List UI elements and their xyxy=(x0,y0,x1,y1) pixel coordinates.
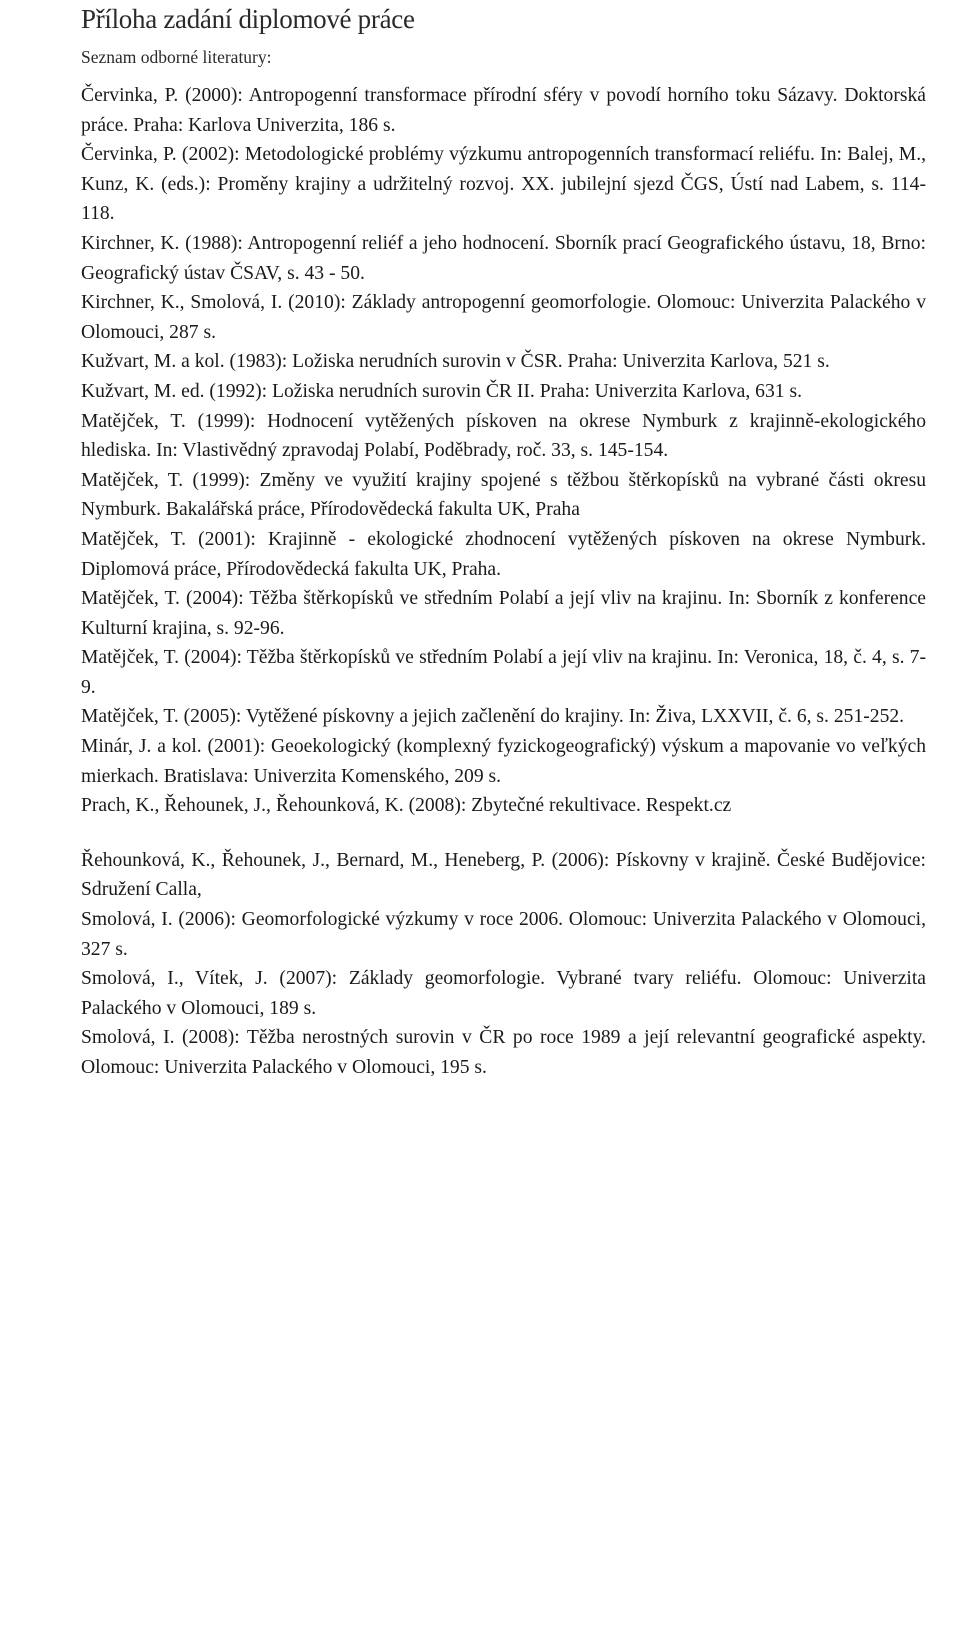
reference-item: Matějček, T. (1999): Hodnocení vytěžených pískoven na okrese Nymburk z krajinně-ekologického hlediska. In: Vlastivědný zpravodaj Polabí, Poděbrady, roč. 33, s. 145-154. xyxy=(81,410,926,462)
reference-item: Matějček, T. (2001): Krajinně - ekologické zhodnocení vytěžených pískoven na okrese Nymburk. Diplomová práce, Přírodovědecká fakulta UK, Praha. xyxy=(81,528,926,580)
reference-item: Prach, K., Řehounek, J., Řehounková, K. (2008): Zbytečné rekultivace. Respekt.cz xyxy=(81,795,732,817)
reference-item: Matějček, T. (2004): Těžba štěrkopísků ve středním Polabí a její vliv na krajinu. In: Veronica, 18, č. 4, s. 7-9. xyxy=(81,647,926,698)
reference-item: Kužvart, M. a kol. (1983): Ložiska nerudních surovin v ČSR. Praha: Univerzita Karlova, 521 s. xyxy=(81,351,830,373)
reference-item: Smolová, I. (2006): Geomorfologické výzkumy v roce 2006. Olomouc: Univerzita Palackého v Olomouci, 327 s. xyxy=(81,909,926,960)
reference-item: Červinka, P. (2000): Antropogenní transformace přírodní sféry v povodí horního toku Sázavy. Doktorská práce. Praha: Karlova Univerzita, 186 s. xyxy=(81,85,926,136)
section-heading: Seznam odborné literatury: xyxy=(81,47,272,67)
reference-item: Kužvart, M. ed. (1992): Ložiska nerudních surovin ČR II. Praha: Univerzita Karlova, 631 s. xyxy=(81,380,802,402)
reference-list xyxy=(81,81,926,1083)
reference-item: Červinka, P. (2002): Metodologické problémy výzkumu antropogenních transformací reliéfu. In: Balej, M., Kunz, K. (eds.): Proměny krajiny a udržitelný rozvoj. XX. jubilejní sjezd ČGS, Ústí nad Labem, s. 114-118. xyxy=(81,144,926,225)
reference-item: Matějček, T. (1999): Změny ve využití krajiny spojené s těžbou štěrkopísků na vybrané části okresu Nymburk. Bakalářská práce, Přírodovědecká fakulta UK, Praha xyxy=(81,469,926,521)
reference-item: Minár, J. a kol. (2001): Geoekologický (komplexný fyzickogeografický) výskum a mapovanie vo veľkých mierkach. Bratislava: Univerzita Komenského, 209 s. xyxy=(81,736,926,787)
reference-item: Smolová, I., Vítek, J. (2007): Základy geomorfologie. Vybrané tvary reliéfu. Olomouc: Univerzita Palackého v Olomouci, 189 s. xyxy=(81,968,926,1019)
document-title: Příloha zadání diplomové práce xyxy=(81,4,415,34)
reference-item: Matějček, T. (2005): Vytěžené pískovny a jejich začlenění do krajiny. In: Živa, LXXVII, č. 6, s. 251-252. xyxy=(81,706,905,728)
reference-item: Matějček, T. (2004): Těžba štěrkopísků ve středním Polabí a její vliv na krajinu. In: Sborník z konference Kulturní krajina, s. 92-96. xyxy=(81,588,926,639)
reference-item: Kirchner, K. (1988): Antropogenní reliéf a jeho hodnocení. Sborník prací Geografického ústavu, 18, Brno: Geografický ústav ČSAV, s. 43 - 50. xyxy=(81,232,926,284)
document-page xyxy=(81,0,926,1083)
reference-item: Řehounková, K., Řehounek, J., Bernard, M., Heneberg, P. (2006): Pískovny v krajině. České Budějovice: Sdružení Calla, xyxy=(81,849,926,901)
reference-item: Kirchner, K., Smolová, I. (2010): Základy antropogenní geomorfologie. Olomouc: Univerzita Palackého v Olomouci, 287 s. xyxy=(81,292,926,343)
reference-item: Smolová, I. (2008): Těžba nerostných surovin v ČR po roce 1989 a její relevantní geografické aspekty. Olomouc: Univerzita Palackého v Olomouci, 195 s. xyxy=(81,1027,926,1078)
